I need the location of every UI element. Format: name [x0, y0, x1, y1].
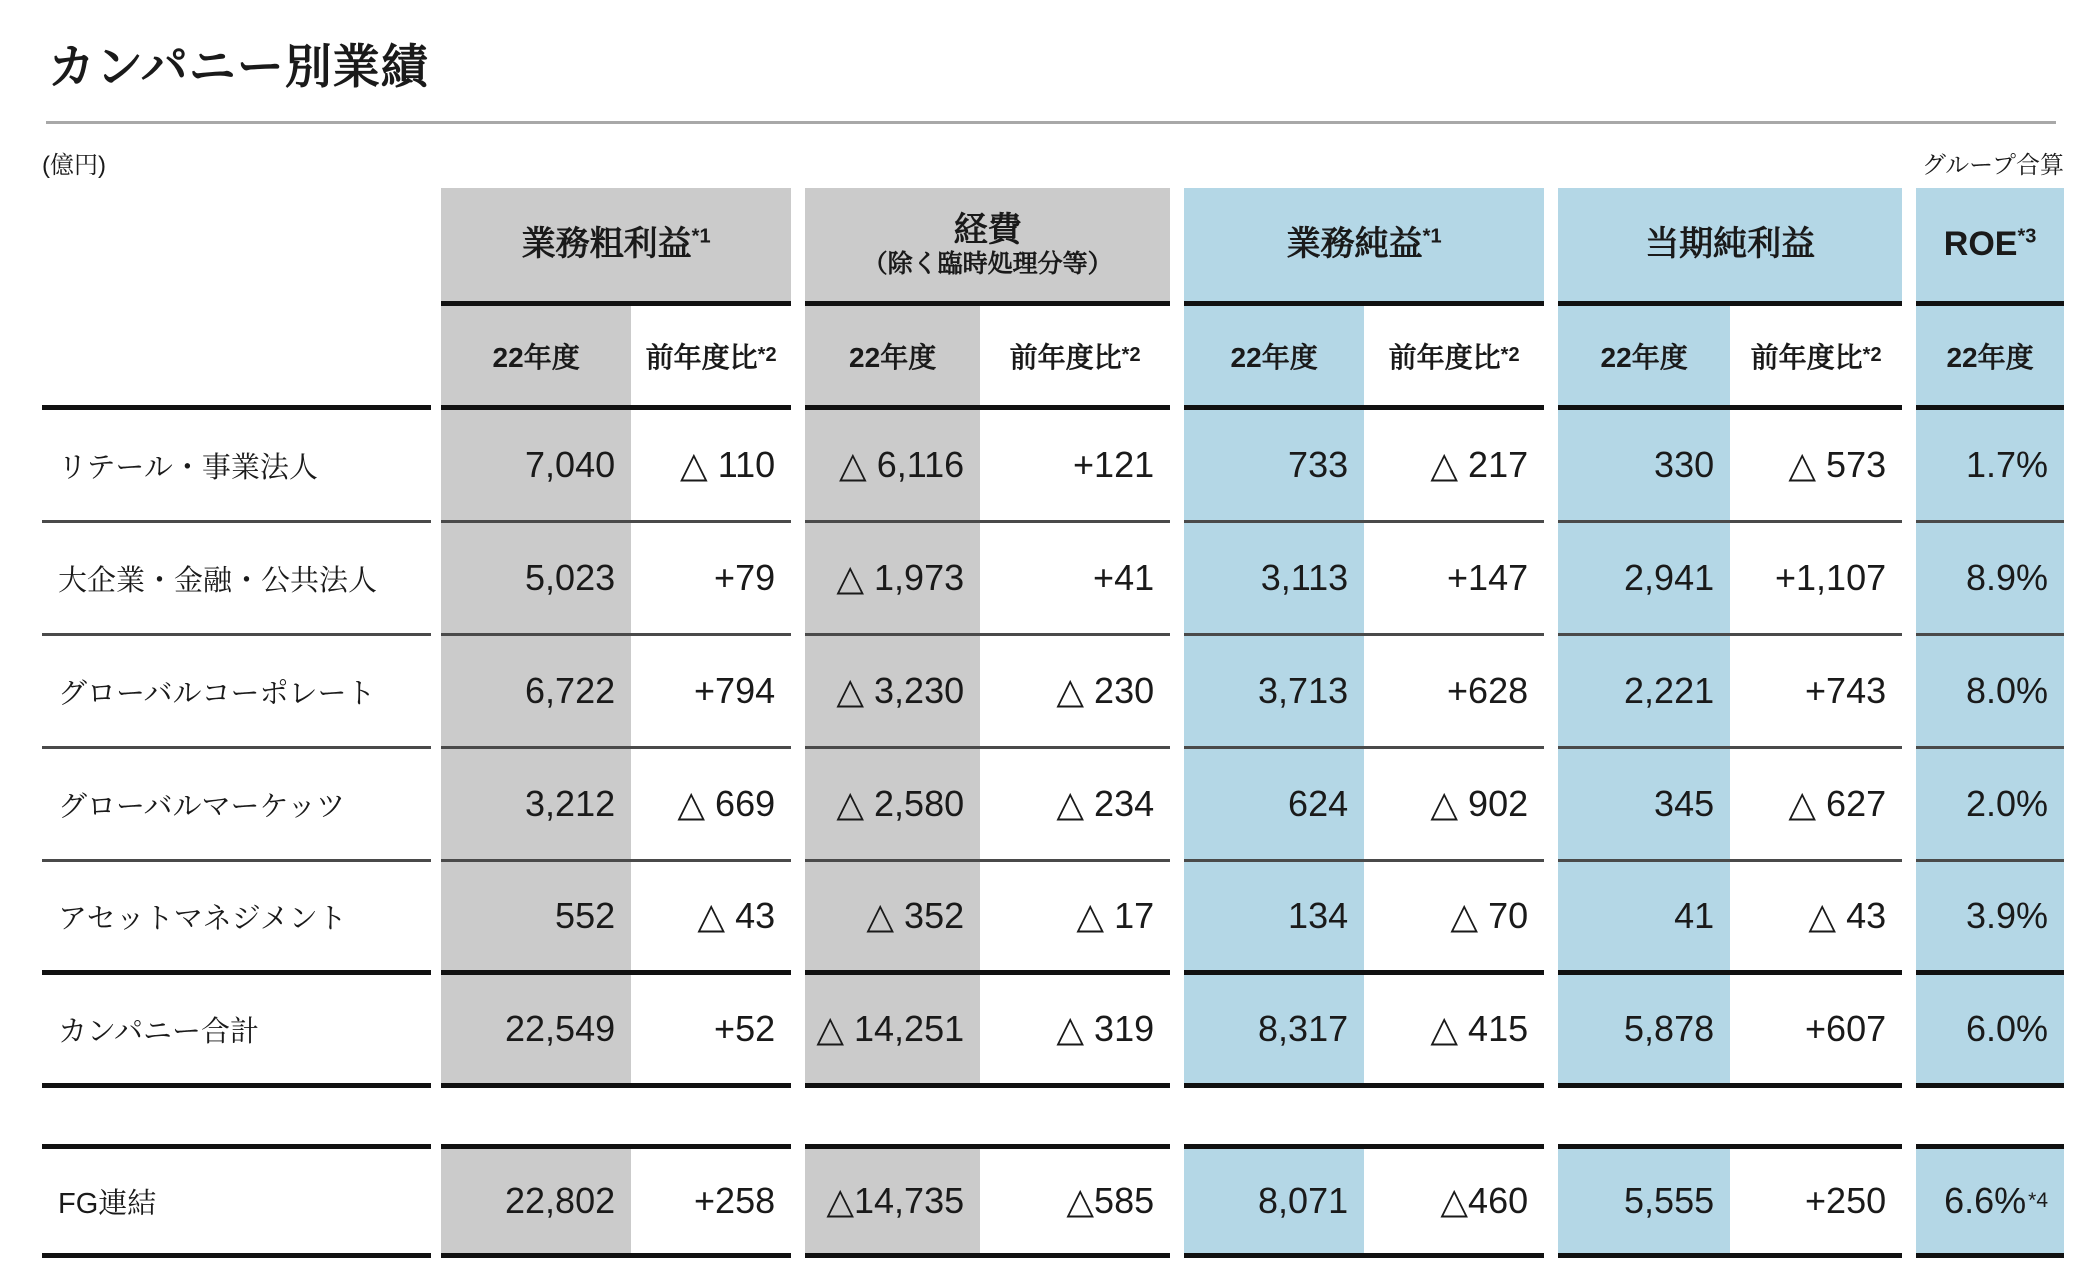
column-group-net-business-profit [1184, 124, 1544, 1258]
table-cell: +250 [1805, 1180, 1887, 1221]
row-label: カンパニー合計 [58, 1015, 259, 1048]
table-cell: 8,317 [1184, 975, 1364, 1083]
column-group-net-income [1558, 124, 1902, 1258]
table-cell: 6.6% *4 [1916, 1149, 2064, 1253]
column-group-roe [1916, 124, 2064, 1258]
table-cell: △ 43 [1808, 895, 1887, 936]
table-cell: 3,113 [1184, 523, 1364, 633]
table-cell: 8,071 [1184, 1149, 1364, 1253]
table-cell: 134 [1184, 862, 1364, 970]
table-cell: △585 [1066, 1180, 1155, 1221]
table-cell: 5,555 [1558, 1149, 1730, 1253]
table-cell: △ 14,251 [805, 975, 980, 1083]
table-cell: △ 43 [697, 895, 776, 936]
table-row [42, 975, 431, 1088]
subheader-yoy: 前年度比 *2 [1750, 341, 1882, 373]
table-cell: 7,040 [441, 410, 631, 520]
table-cell: +628 [1447, 670, 1529, 711]
page-title: カンパニー別業績 [48, 40, 429, 93]
table-row [42, 523, 431, 636]
table-cell: 3,713 [1184, 636, 1364, 746]
table-cell: △ 110 [680, 444, 776, 485]
table-cell: +794 [694, 670, 776, 711]
subheader-fy: 22年度 [441, 306, 631, 405]
table-cell: 22,802 [441, 1149, 631, 1253]
subheader-yoy: 前年度比 *2 [1009, 341, 1141, 373]
row-label: 大企業・金融・公共法人 [58, 564, 378, 597]
subheader-yoy: 前年度比 *2 [645, 341, 777, 373]
table-cell: 733 [1184, 410, 1364, 520]
table-cell: 6.0% [1916, 975, 2064, 1083]
subheader-fy: 22年度 [1558, 306, 1730, 405]
table-cell: △ 319 [1056, 1008, 1155, 1049]
table-cell: 3.9% [1916, 862, 2064, 970]
row-label: アセットマネジメント [58, 902, 347, 935]
table-cell: △ 230 [1056, 670, 1155, 711]
table-cell: △ 1,973 [805, 523, 980, 633]
table-cell: 1.7% [1916, 410, 2064, 520]
group-header: 業務純益$^{*1}$ [1184, 188, 1544, 306]
table-cell: +41 [1093, 557, 1155, 598]
table-cell: 8.9% [1916, 523, 2064, 633]
results-table [42, 124, 2064, 1258]
table-cell: 3,212 [441, 749, 631, 859]
group-note: グループ合算 [1921, 152, 2064, 179]
table-cell: △ 6,116 [805, 410, 980, 520]
group-header: 当期純利益 [1558, 188, 1902, 306]
group-header: 経費 （除く臨時処理分等） [805, 188, 1170, 306]
table-cell: △ 902 [1430, 783, 1529, 824]
unit-label: (億円) [42, 152, 106, 179]
table-cell: 552 [441, 862, 631, 970]
table-cell: 2,221 [1558, 636, 1730, 746]
table-cell: +607 [1805, 1008, 1887, 1049]
table-cell: +147 [1447, 557, 1529, 598]
table-cell: △ 669 [677, 783, 776, 824]
table-cell: 41 [1558, 862, 1730, 970]
table-cell: +79 [714, 557, 776, 598]
table-cell: +121 [1073, 444, 1155, 485]
table-cell: △ 573 [1788, 444, 1887, 485]
group-header: ROE$^{*3}$ [1916, 188, 2064, 306]
table-cell: +743 [1805, 670, 1887, 711]
column-group-expenses [805, 124, 1170, 1258]
table-cell: △ 217 [1430, 444, 1529, 485]
table-cell: △ 352 [805, 862, 980, 970]
table-cell: 5,878 [1558, 975, 1730, 1083]
table-cell: △14,735 [805, 1149, 980, 1253]
row-label: リテール・事業法人 [58, 451, 318, 484]
table-cell: +258 [694, 1180, 776, 1221]
table-cell: △ 3,230 [805, 636, 980, 746]
column-group-gross-business-profit [441, 124, 791, 1258]
table-row [42, 862, 431, 975]
table-cell: 2.0% [1916, 749, 2064, 859]
table-cell: +1,107 [1775, 557, 1887, 598]
table-cell: △ 415 [1430, 1008, 1529, 1049]
subheader-yoy: 前年度比 *2 [1388, 341, 1520, 373]
table-cell: 22,549 [441, 975, 631, 1083]
table-cell: △ 234 [1056, 783, 1155, 824]
subheader-fy: 22年度 [1184, 306, 1364, 405]
table-row [42, 749, 431, 862]
row-label: グローバルマーケッツ [58, 790, 346, 823]
subheader-fy: 22年度 [1916, 306, 2064, 405]
table-cell: △ 70 [1450, 895, 1529, 936]
subheader-fy: 22年度 [805, 306, 980, 405]
table-cell: 345 [1558, 749, 1730, 859]
table-cell: 6,722 [441, 636, 631, 746]
fg-row [42, 1144, 431, 1258]
table-row [42, 410, 431, 523]
table-cell: △ 627 [1788, 783, 1887, 824]
row-label: FG連結 [58, 1187, 157, 1220]
group-header: 業務粗利益$^{*1}$ [441, 188, 791, 306]
table-cell: △460 [1440, 1180, 1529, 1221]
table-cell: +52 [714, 1008, 776, 1049]
table-cell: △ 2,580 [805, 749, 980, 859]
table-cell: 5,023 [441, 523, 631, 633]
table-cell: 2,941 [1558, 523, 1730, 633]
table-cell: 330 [1558, 410, 1730, 520]
table-cell: △ 17 [1076, 895, 1155, 936]
row-label-column [42, 124, 431, 1258]
table-cell: 8.0% [1916, 636, 2064, 746]
table-row [42, 636, 431, 749]
table-cell: 624 [1184, 749, 1364, 859]
row-label: グローバルコーポレート [58, 677, 376, 710]
